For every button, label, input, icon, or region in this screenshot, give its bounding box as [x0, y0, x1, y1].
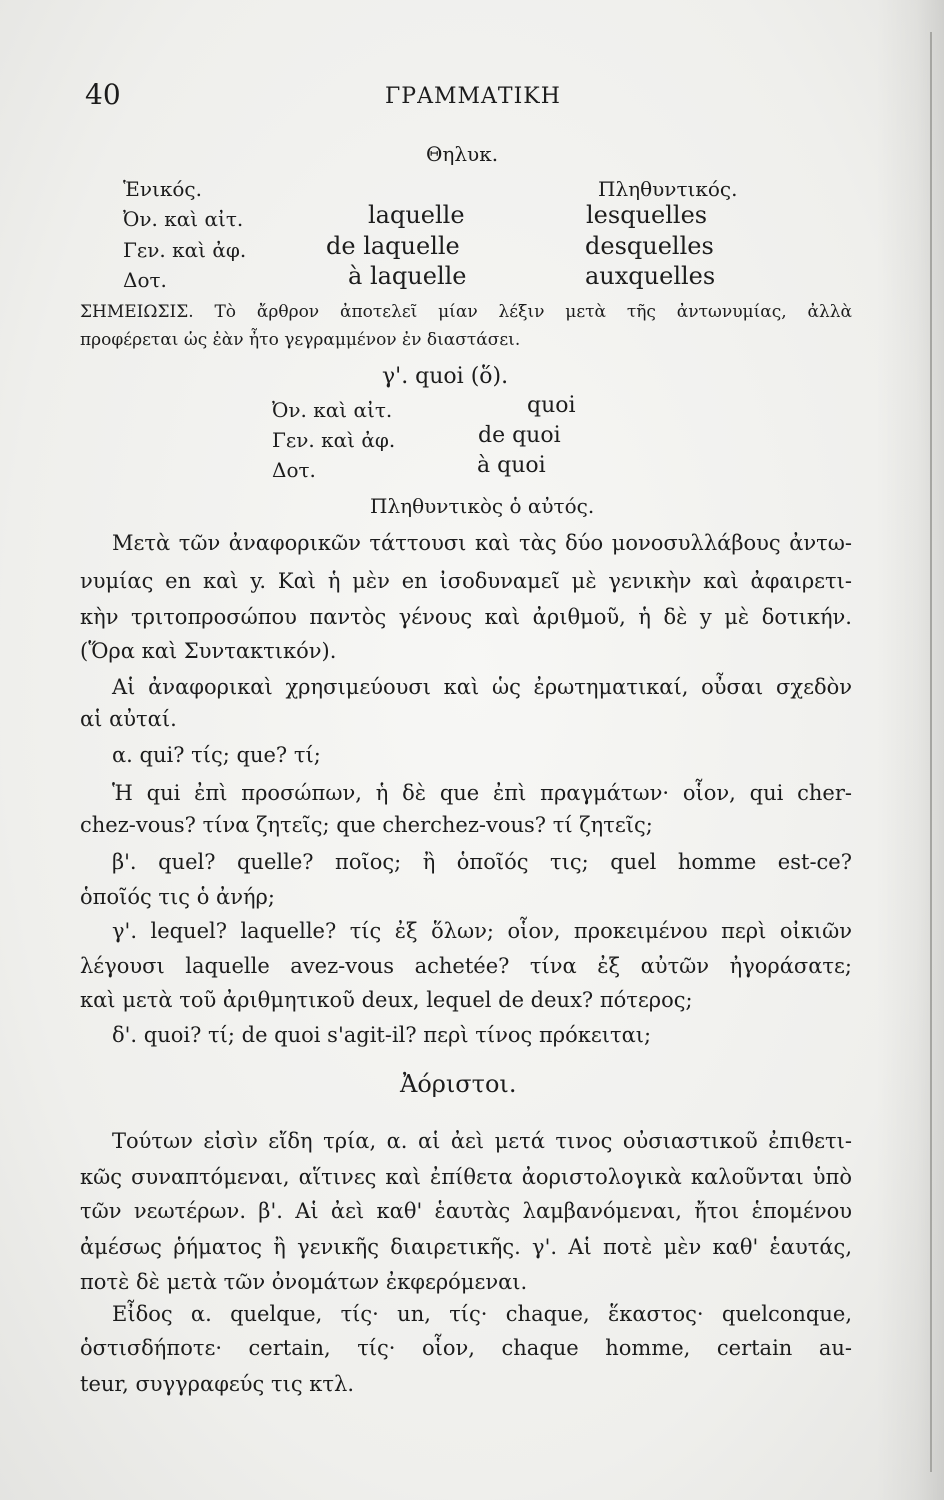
plural-header: Πληθυντικός. [598, 177, 738, 201]
interrogative-line: β'. quel? quelle? ποῖος; ἢ ὁποῖός τις; quel homme est-ce? [112, 850, 852, 874]
page-edge-line [930, 32, 932, 1472]
table-title: Θηλυκ. [426, 142, 499, 166]
text-line: αἱ αὐταί. [80, 707, 177, 731]
singular-form: de laquelle [326, 232, 460, 260]
page-number: 40 [85, 78, 121, 111]
page-edge-shadow [876, 0, 944, 1500]
quoi-form: quoi [527, 393, 576, 418]
interrogative-line: λέγουσι laquelle avez-vous achetée? τίνα ἐξ αὐτῶν ἠγοράσατε; [80, 954, 852, 978]
case-label: Δοτ. [272, 458, 316, 482]
text-line: κὴν τριτοπροσώπου παντὸς γένους καὶ ἀριθμοῦ, ἡ δὲ y μὲ δοτικήν. [80, 605, 852, 629]
text-line: κῶς συναπτόμεναι, αἵτινες καὶ ἐπίθετα ἀοριστολογικὰ καλοῦνται ὑπὸ [80, 1165, 852, 1189]
singular-header: Ἑνικός. [123, 177, 202, 201]
text-line: Αἱ ἀναφορικαὶ χρησιμεύουσι καὶ ὡς ἐρωτηματικαί, οὖσαι σχεδὸν [112, 675, 852, 699]
singular-form: laquelle [368, 201, 465, 229]
plural-form: lesquelles [586, 201, 708, 229]
interrogative-line: chez-vous? τίνα ζητεῖς; que cherchez-vous? τί ζητεῖς; [80, 813, 653, 837]
plural-note: Πληθυντικὸς ὁ αὐτός. [370, 494, 595, 518]
quoi-form: à quoi [477, 453, 546, 478]
plural-form: desquelles [585, 232, 714, 260]
interrogative-line: καὶ μετὰ τοῦ ἀριθμητικοῦ deux, lequel de deux? πότερος; [80, 988, 693, 1012]
singular-form: à laquelle [348, 262, 467, 290]
interrogative-line: δ'. quoi? τί; de quoi s'agit-il? περὶ τίνος πρόκειται; [112, 1023, 652, 1047]
note-line: ΣΗΜΕΙΩΣΙΣ. Τὸ ἄρθρον ἀποτελεῖ μίαν λέξιν μετὰ τῆς ἀντωνυμίας, ἀλλὰ [80, 302, 852, 322]
case-label: Ὀν. καὶ αἰτ. [123, 207, 244, 231]
text-line: Τούτων εἰσὶν εἴδη τρία, α. αἱ ἀεὶ μετά τινος οὐσιαστικοῦ ἐπιθετι- [112, 1129, 852, 1153]
text-line: ὁστισδήποτε· certain, τίς· οἷον, chaque homme, certain au- [80, 1336, 852, 1360]
interrogative-line: α. qui? τίς; que? τί; [112, 743, 321, 767]
text-line: νυμίας en καὶ y. Καὶ ἡ μὲν en ἰσοδυναμεῖ μὲ γενικὴν καὶ ἀφαιρετι- [80, 569, 852, 593]
section-heading: Ἀόριστοι. [400, 1070, 517, 1098]
interrogative-line: ὁποῖός τις ὁ ἀνήρ; [80, 885, 275, 909]
text-line: Εἶδος α. quelque, τίς· un, τίς· chaque, ἕκαστος· quelconque, [112, 1302, 852, 1326]
table-title: γ'. quoi (ὅ). [382, 364, 509, 389]
plural-form: auxquelles [585, 262, 716, 290]
running-title: ΓΡΑΜΜΑΤΙΚΗ [385, 84, 561, 109]
text-line: Μετὰ τῶν ἀναφορικῶν τάττουσι καὶ τὰς δύο μονοσυλλάβους ἀντω- [112, 531, 852, 555]
case-label: Δοτ. [123, 268, 167, 292]
quoi-form: de quoi [478, 423, 561, 448]
interrogative-line: γ'. lequel? laquelle? τίς ἐξ ὅλων; οἷον, προκειμένου περὶ οἰκιῶν [112, 919, 852, 943]
case-label: Γεν. καὶ ἀφ. [272, 428, 396, 452]
text-line: τῶν νεωτέρων. β'. Αἱ ἀεὶ καθ' ἑαυτὰς λαμβανόμεναι, ἤτοι ἑπομένου [80, 1199, 852, 1223]
text-line: ποτὲ δὲ μετὰ τῶν ὀνομάτων ἐκφερόμεναι. [80, 1270, 528, 1294]
interrogative-line: Ἡ qui ἐπὶ προσώπων, ἡ δὲ que ἐπὶ πραγμάτων· οἷον, qui cher- [112, 781, 852, 805]
case-label: Γεν. καὶ ἀφ. [123, 238, 247, 262]
case-label: Ὀν. καὶ αἰτ. [272, 398, 393, 422]
text-line: (Ὅρα καὶ Συντακτικόν). [80, 639, 337, 663]
note-line: προφέρεται ὡς ἐὰν ἦτο γεγραμμένον ἐν διαστάσει. [80, 330, 521, 350]
text-line: teur, συγγραφεύς τις κτλ. [80, 1372, 355, 1396]
text-line: ἀμέσως ῥήματος ἢ γενικῆς διαιρετικῆς. γ'. Αἱ ποτὲ μὲν καθ' ἑαυτάς, [80, 1235, 852, 1259]
